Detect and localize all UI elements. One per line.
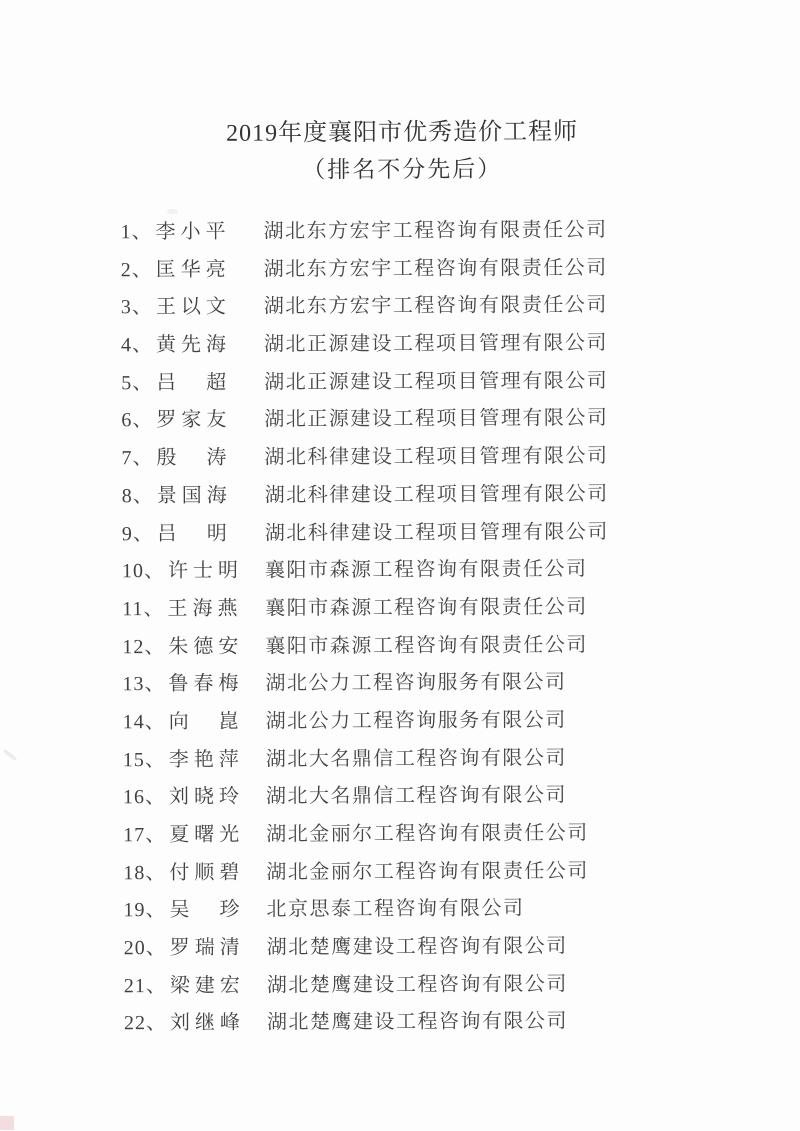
company-name: 湖北正源建设工程项目管理有限公司 (264, 369, 609, 394)
person-name: 吕 明 (156, 522, 227, 545)
list-item (0, 437, 800, 478)
person-name: 罗家友 (156, 409, 227, 432)
list-item (0, 588, 800, 629)
list-item (0, 324, 799, 365)
row-number: 4、 (120, 334, 154, 357)
row-number: 17、 (123, 824, 167, 847)
company-name: 襄阳市森源工程咨询有限责任公司 (265, 596, 588, 620)
row-number: 11、 (122, 597, 165, 621)
list-item (1, 701, 800, 742)
row-number: 7、 (121, 447, 154, 470)
row-number: 18、 (123, 861, 167, 884)
scan-dot-artifact (167, 209, 178, 214)
company-name: 湖北楚鹰建设工程咨询有限公司 (266, 935, 568, 959)
person-name: 王以文 (155, 296, 226, 319)
row-number: 14、 (122, 710, 166, 734)
company-name: 湖北公力工程咨询服务有限公司 (265, 709, 567, 733)
award-list (0, 211, 800, 1044)
company-name: 襄阳市森源工程咨询有限责任公司 (264, 558, 588, 582)
company-name: 襄阳市森源工程咨询有限责任公司 (265, 633, 588, 658)
list-item (0, 664, 800, 705)
company-name: 湖北正源建设工程项目管理有限公司 (264, 407, 609, 432)
company-name: 湖北东方宏宇工程咨询有限责任公司 (263, 219, 608, 243)
person-name: 殷 涛 (156, 446, 227, 470)
company-name: 湖北金丽尔工程咨询有限责任公司 (266, 822, 589, 846)
person-name: 李小平 (155, 220, 226, 244)
person-name: 梁建宏 (169, 974, 240, 997)
person-name: 王海燕 (167, 597, 238, 620)
list-item (1, 739, 800, 780)
person-name: 吴 珍 (169, 899, 240, 922)
person-name: 许士明 (167, 559, 239, 583)
list-item (1, 852, 800, 893)
company-name: 湖北楚鹰建设工程咨询有限公司 (266, 973, 568, 997)
person-name: 朱德安 (168, 635, 239, 658)
person-name: 刘晓玲 (168, 786, 240, 809)
row-number: 1、 (120, 221, 153, 244)
row-number: 19、 (123, 899, 167, 922)
page-subtitle: （排名不分先后） (302, 156, 503, 183)
row-number: 12、 (122, 635, 166, 658)
person-name: 罗瑞清 (169, 936, 240, 960)
company-name: 湖北东方宏宇工程咨询有限责任公司 (263, 256, 608, 281)
person-name: 景国海 (156, 484, 227, 507)
person-name: 吕 超 (156, 371, 227, 394)
list-item (0, 249, 799, 290)
row-number: 5、 (121, 371, 154, 394)
company-name: 湖北科律建设工程项目管理有限公司 (264, 520, 609, 545)
page-title: 2019年度襄阳市优秀造价工程师 (226, 119, 579, 147)
person-name: 李艳萍 (168, 748, 239, 771)
row-number: 10、 (121, 560, 166, 583)
person-name: 匡华亮 (155, 258, 226, 281)
list-item (0, 475, 800, 516)
person-name: 刘继峰 (169, 1012, 241, 1035)
company-name: 北京思泰工程咨询有限公司 (266, 897, 525, 921)
row-number: 20、 (123, 937, 167, 960)
list-item (0, 362, 799, 403)
list-item (0, 513, 800, 554)
company-name: 湖北大名鼎信工程咨询有限公司 (265, 746, 567, 771)
list-item (0, 400, 799, 441)
person-name: 鲁春梅 (168, 672, 239, 696)
person-name: 黄先海 (155, 333, 227, 357)
person-name: 夏曙光 (169, 823, 240, 847)
list-item (2, 965, 800, 1006)
company-name: 湖北金丽尔工程咨询有限责任公司 (266, 859, 589, 884)
list-item (0, 211, 799, 252)
row-number: 9、 (121, 522, 154, 545)
list-item (0, 550, 800, 591)
person-name: 付顺碧 (169, 861, 240, 884)
row-number: 22、 (123, 1012, 168, 1035)
row-number: 13、 (122, 673, 166, 696)
row-number: 16、 (122, 786, 167, 809)
list-item (1, 814, 800, 855)
company-name: 湖北公力工程咨询服务有限公司 (265, 671, 567, 695)
list-item (0, 287, 799, 328)
list-item (0, 626, 800, 667)
list-item (1, 777, 800, 818)
list-item (1, 890, 800, 931)
company-name: 湖北东方宏宇工程咨询有限责任公司 (263, 294, 608, 318)
row-number: 3、 (120, 296, 153, 319)
row-number: 2、 (120, 258, 153, 281)
row-number: 15、 (122, 748, 166, 771)
company-name: 湖北科律建设工程项目管理有限公司 (264, 445, 609, 469)
company-name: 湖北正源建设工程项目管理有限公司 (263, 332, 609, 356)
scan-corner-artifact (0, 1116, 14, 1130)
row-number: 6、 (121, 409, 154, 432)
list-item (2, 1003, 800, 1044)
row-number: 8、 (121, 484, 154, 508)
list-item (2, 927, 800, 968)
company-name: 湖北大名鼎信工程咨询有限公司 (265, 784, 568, 808)
person-name: 向 崑 (168, 710, 239, 733)
row-number: 21、 (123, 974, 167, 997)
company-name: 湖北楚鹰建设工程咨询有限公司 (266, 1010, 569, 1035)
company-name: 湖北科律建设工程项目管理有限公司 (264, 482, 609, 507)
